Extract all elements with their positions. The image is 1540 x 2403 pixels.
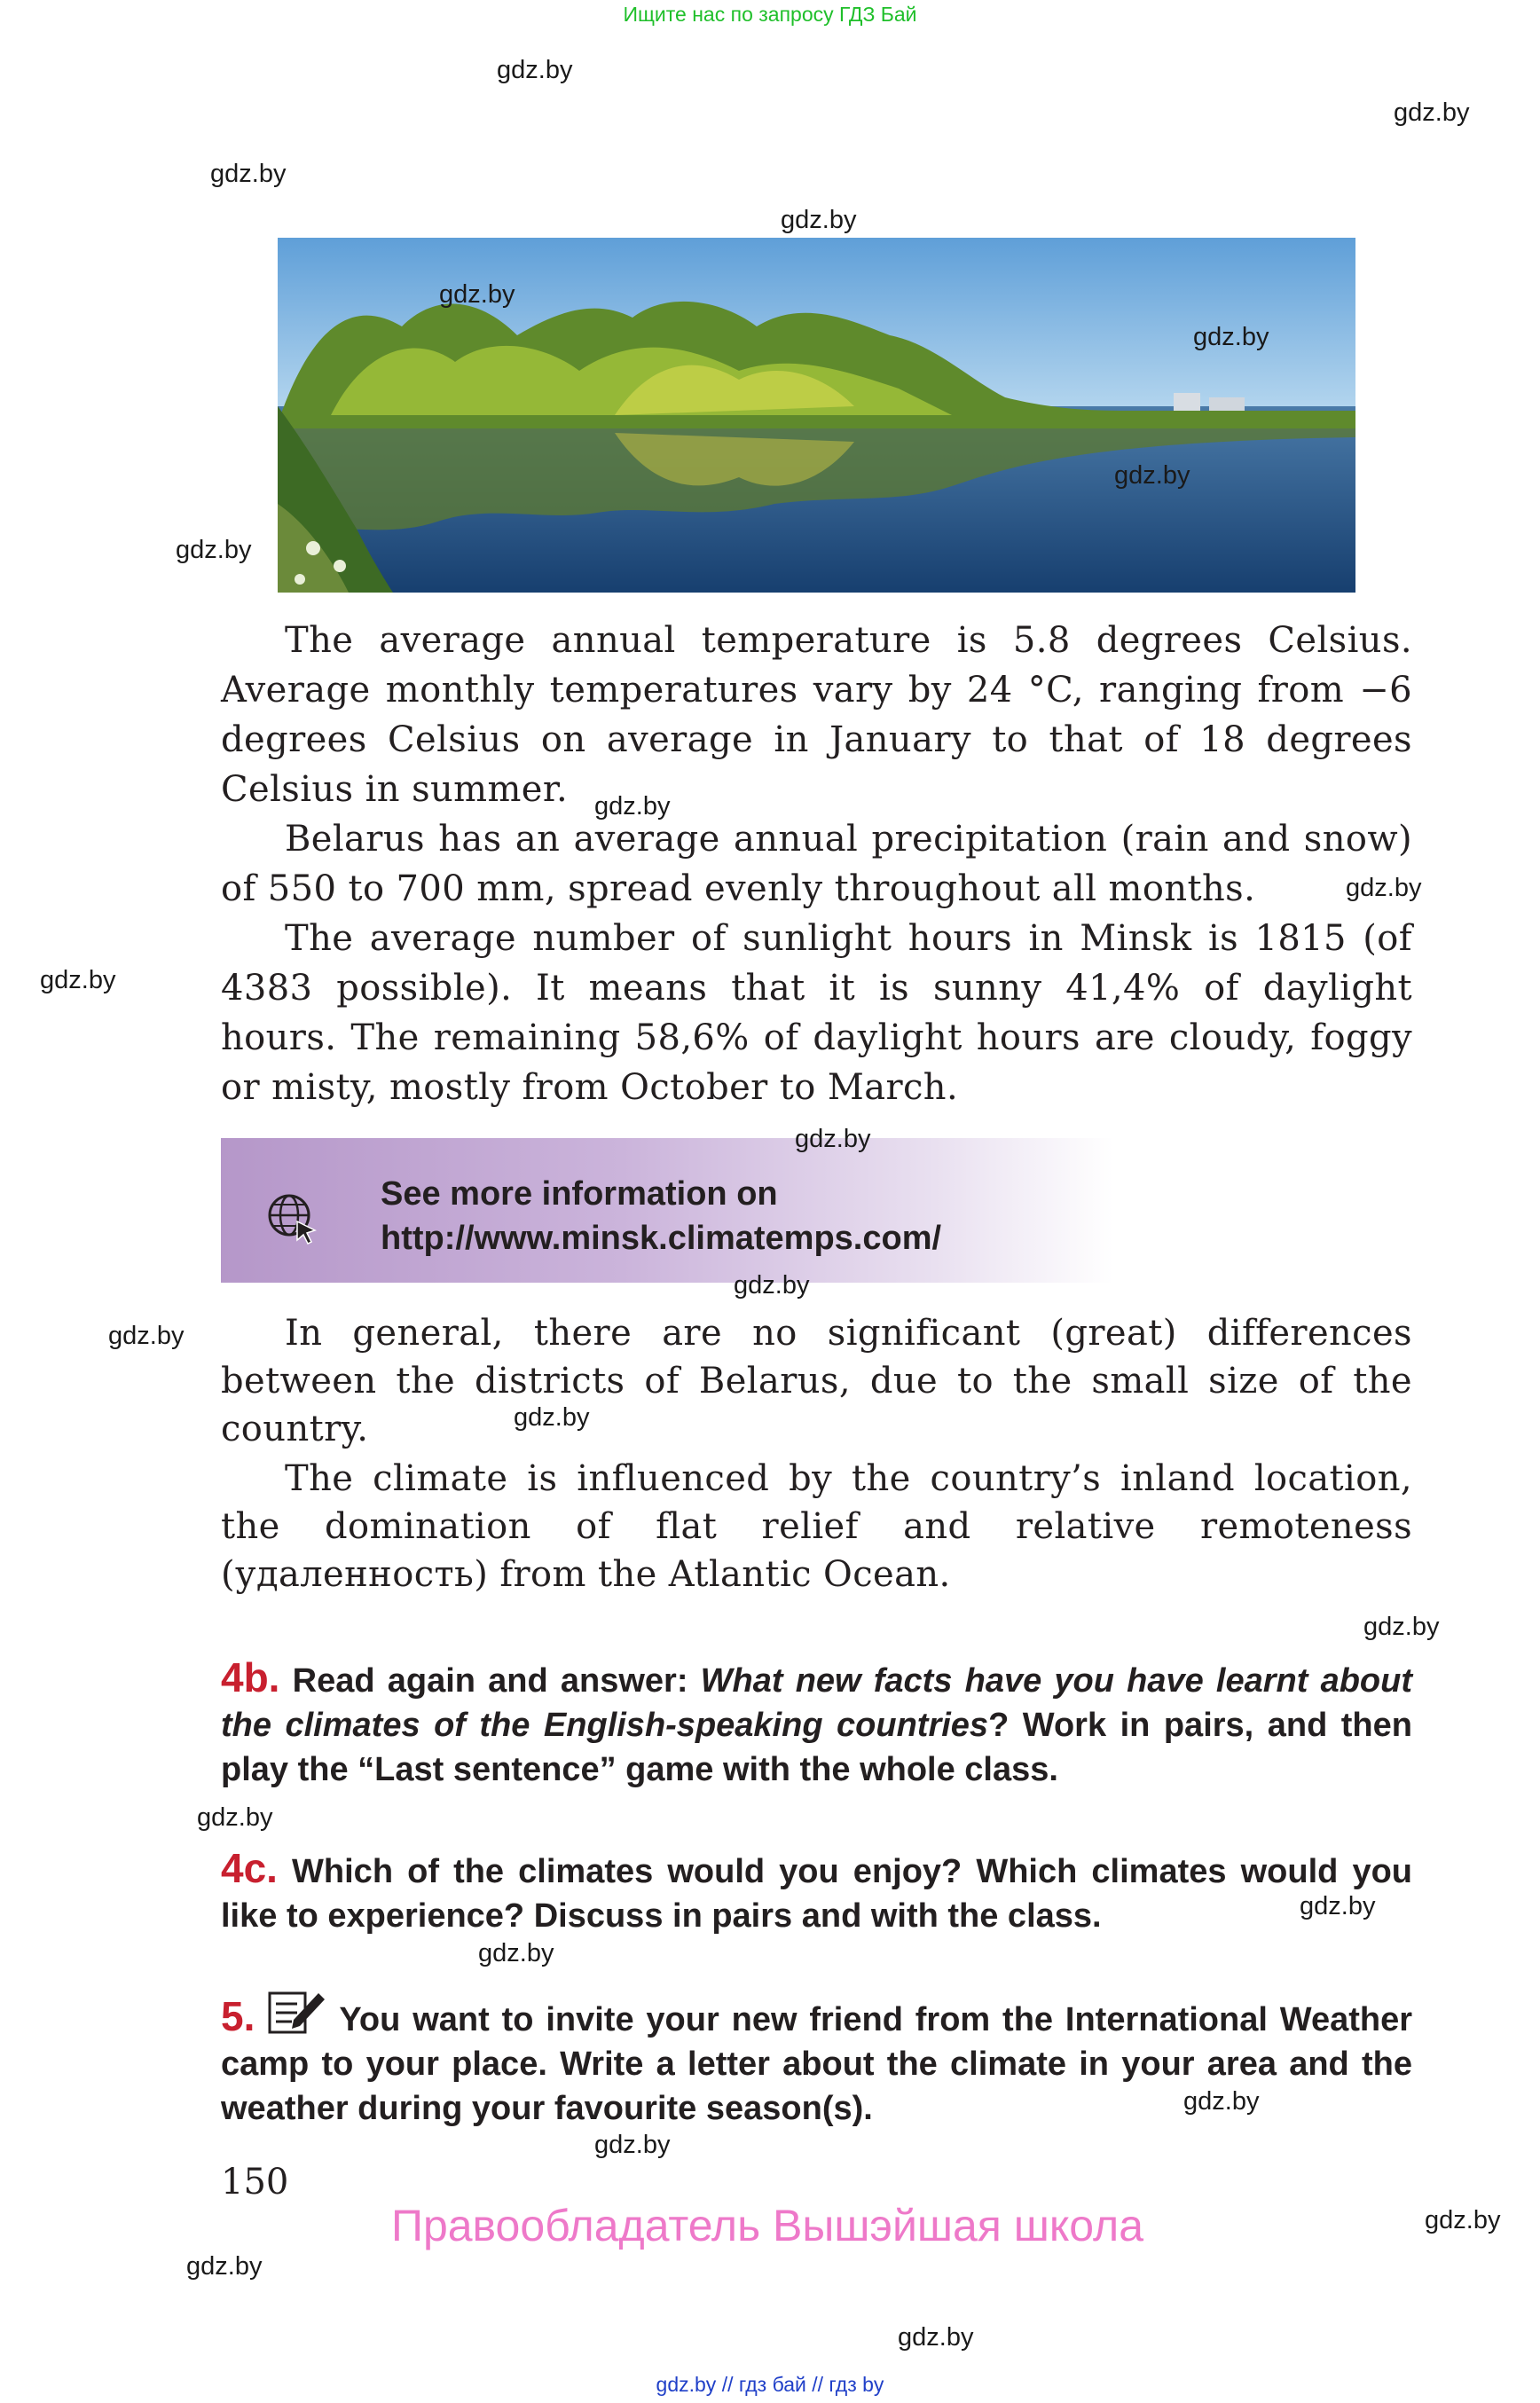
- watermark: gdz.by: [210, 160, 287, 188]
- watermark: gdz.by: [1114, 461, 1190, 490]
- watermark: gdz.by: [734, 1271, 810, 1300]
- task-4c: [221, 1846, 1412, 1938]
- info-line-1: See more information on: [381, 1175, 778, 1213]
- watermark: gdz.by: [176, 536, 252, 564]
- top-banner: Ищите нас по запросу ГДЗ Бай: [623, 3, 917, 26]
- paragraph-temperature: The average annual temperature is 5.8 degrees Celsius. Average monthly temperatures vary by 24 °C, ranging from −6 degrees Celsius on average in January to that of 18 degrees Celsius in summer.: [221, 620, 1412, 810]
- watermark: gdz.by: [795, 1125, 871, 1153]
- task-number: 5.: [221, 1993, 255, 2039]
- watermark: gdz.by: [514, 1403, 590, 1432]
- task-number: 4c.: [221, 1845, 278, 1891]
- watermark: gdz.by: [1300, 1892, 1376, 1920]
- watermark: gdz.by: [898, 2323, 974, 2352]
- paragraph-sunlight: The average number of sunlight hours in Minsk is 1815 (of 4383 possible). It means that it is sunny 41,4% of daylight hours. The remaining 58,6% of daylight hours are cloudy, foggy or misty, mostly from October to March.: [221, 918, 1412, 1108]
- task-4c-text: Which of the climates would you enjoy? Which climates would you like to experience? Discuss in pairs and with the class.: [221, 1853, 1412, 1935]
- watermark: gdz.by: [594, 792, 671, 821]
- globe-cursor-icon: [265, 1191, 318, 1245]
- rights-holder: Правообладатель Вышэйшая школа: [391, 2201, 1143, 2250]
- watermark: gdz.by: [1193, 323, 1269, 351]
- watermark: gdz.by: [781, 206, 857, 234]
- task-number: 4b.: [221, 1654, 280, 1700]
- watermark: gdz.by: [1363, 1613, 1440, 1641]
- task-4b-question: What new facts have you have learnt about the climates of the English-speaking countries: [221, 1662, 1412, 1744]
- watermark: gdz.by: [594, 2131, 671, 2159]
- task-4b-lead: Read again and answer:: [292, 1662, 701, 1700]
- info-link[interactable]: http://www.minsk.climatemps.com/: [381, 1220, 942, 1257]
- task-5-text: You want to invite your new friend from the International Weather camp to your place. Write a letter about the climate in your area and the weather during your favourite season(s).: [221, 2001, 1413, 2127]
- page-number: 150: [221, 2162, 289, 2203]
- watermark: gdz.by: [1394, 98, 1470, 127]
- watermark: gdz.by: [497, 56, 573, 84]
- writing-pencil-icon: [267, 1988, 327, 2036]
- watermark: gdz.by: [40, 966, 116, 994]
- watermark: gdz.by: [186, 2252, 263, 2281]
- watermark: gdz.by: [478, 1939, 554, 1967]
- watermark: gdz.by: [439, 280, 515, 309]
- watermark: gdz.by: [1183, 2087, 1260, 2116]
- watermark: gdz.by: [197, 1803, 273, 1832]
- watermark: gdz.by: [1425, 2206, 1501, 2234]
- task-4b: [221, 1655, 1412, 1792]
- paragraph-districts: In general, there are no significant (great) differences between the districts of Belarus, due to the small size of the country.: [221, 1313, 1412, 1449]
- paragraph-precipitation: Belarus has an average annual precipitation (rain and snow) of 550 to 700 mm, spread evenly throughout all months.: [221, 819, 1412, 909]
- footer-links: gdz.by // гдз бай // гдз by: [656, 2373, 884, 2396]
- task-4b-rest: ? Work in pairs, and then play the “Last sentence” game with the whole class.: [221, 1707, 1412, 1788]
- paragraph-climate-influence: The climate is influenced by the country’s inland location, the domination of flat relief and relative remoteness (удаленность) from the Atlantic Ocean.: [221, 1458, 1412, 1595]
- watermark: gdz.by: [108, 1322, 185, 1350]
- info-box: [221, 1138, 1113, 1283]
- watermark: gdz.by: [1346, 874, 1422, 902]
